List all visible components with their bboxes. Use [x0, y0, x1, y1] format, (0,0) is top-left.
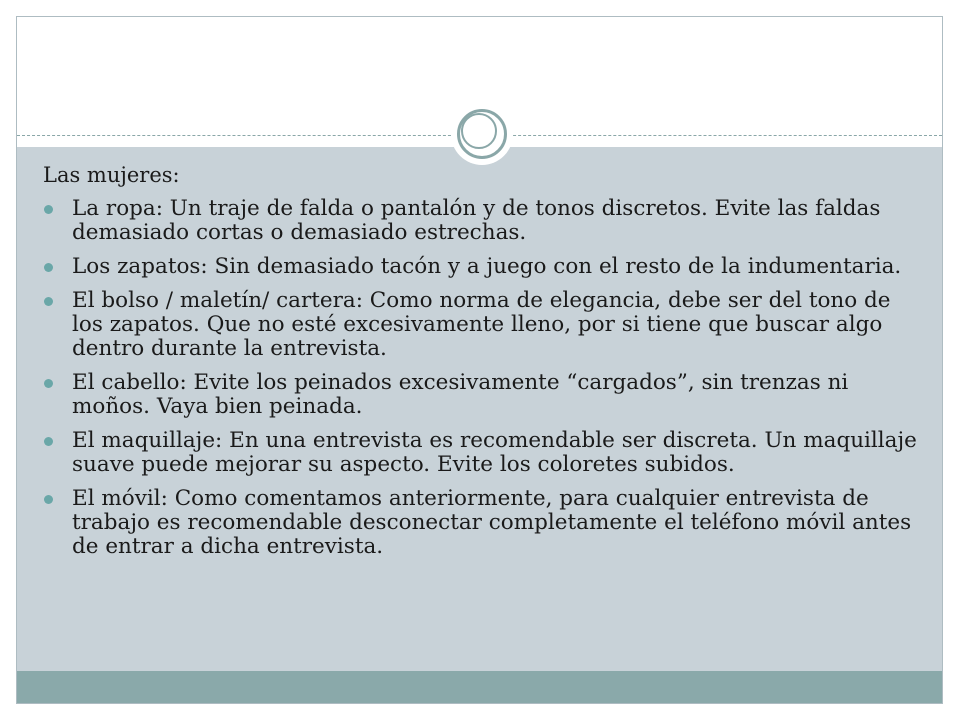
bullet-item-zapatos — [43, 255, 923, 279]
bullet-text: El maquillaje: En una entrevista es recomendable ser discreta. Un maquillaje suave puede mejorar su aspecto. Evite los coloretes subidos. — [72, 428, 917, 477]
bullet-text: La ropa: Un traje de falda o pantalón y de tonos discretos. Evite las faldas demasiado cortas o demasiado estrechas. — [72, 196, 881, 245]
inner-ring — [461, 113, 497, 149]
bullet-text: El cabello: Evite los peinados excesivamente “cargados”, sin trenzas ni moños. Vaya bien peinada. — [72, 370, 849, 419]
bullet-text: Los zapatos: Sin demasiado tacón y a juego con el resto de la indumentaria. — [72, 254, 902, 279]
bullet-dot-icon — [44, 297, 53, 306]
bullet-dot-icon — [44, 495, 53, 504]
slide-content — [43, 163, 923, 569]
bullet-item-cabello — [43, 371, 923, 419]
intro-text: Las mujeres: — [43, 163, 180, 187]
bullet-item-movil — [43, 487, 923, 559]
bullet-text: El móvil: Como comentamos anteriormente, para cualquier entrevista de trabajo es recomendable desconectar completamente el teléfono móvil antes de entrar a dicha entrevista. — [72, 486, 912, 559]
bullet-item-maquillaje — [43, 429, 923, 477]
bullet-dot-icon — [44, 205, 53, 214]
bullet-dot-icon — [44, 437, 53, 446]
bullet-item-ropa — [43, 197, 923, 245]
bullet-list — [43, 197, 923, 559]
bullet-dot-icon — [44, 379, 53, 388]
slide — [16, 16, 943, 704]
bullet-item-bolso — [43, 289, 923, 361]
bullet-dot-icon — [44, 263, 53, 272]
footer-band — [17, 671, 942, 704]
bullet-text: El bolso / maletín/ cartera: Como norma de elegancia, debe ser del tono de los zapatos. Que no esté excesivamente lleno, por si tiene que buscar algo dentro durante la entrevista. — [72, 288, 891, 361]
double-circle-icon — [451, 103, 513, 165]
